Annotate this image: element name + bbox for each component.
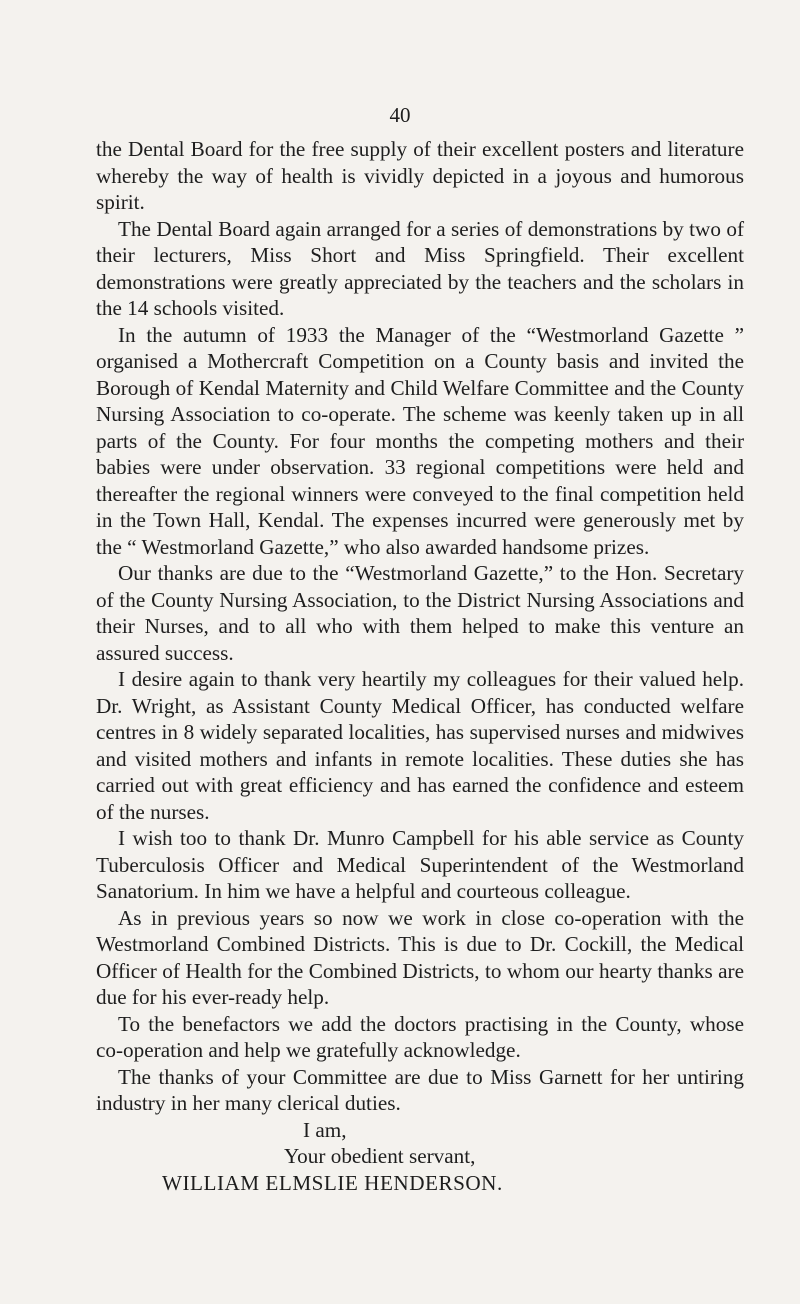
paragraph-3: In the autumn of 1933 the Manager of the “Westmorland Gazette ” organised a Mothercraft Competition on a County basis and invited the Borough of Kendal Maternity and Child Welfare Committee and the County Nursing Association to co-operate. The scheme was keenly taken up in all parts of the County. For four months the competing mothers and their babies were under observation. 33 regional competitions were held and thereafter the regional winners were conveyed to the final competition held in the Town Hall, Kendal. The expenses incurred were generously met by the “ Westmorland Gazette,” who also awarded handsome prizes.: [96, 322, 744, 559]
paragraph-7: As in previous years so now we work in close co-operation with the Westmorland Combined Districts. This is due to Dr. Cockill, the Medical Officer of Health for the Combined Districts, to whom our hearty thanks are due for his ever-ready help.: [96, 905, 744, 1009]
signoff-i-am: I am,: [303, 1117, 347, 1142]
paragraph-8: To the benefactors we add the doctors practising in the County, whose co-operation and help we gratefully acknowledge.: [96, 1011, 744, 1062]
page-number: 40: [389, 103, 411, 127]
signatory-name: WILLIAM ELMSLIE HENDERSON.: [162, 1170, 503, 1195]
paragraph-6: I wish too to thank Dr. Munro Campbell for his able service as County Tuberculosis Officer and Medical Superintendent of the Westmorland Sanatorium. In him we have a helpful and courteous colleague.: [96, 826, 744, 903]
paragraph-2: The Dental Board again arranged for a series of demonstrations by two of their lecturers, Miss Short and Miss Springfield. Their excellent demonstrations were greatly appreciated by the teachers and the scholars in the 14 schools visited.: [96, 216, 744, 320]
paragraph-1: the Dental Board for the free supply of their excellent posters and literature whereby the way of health is vividly depicted in a joyous and humorous spirit.: [96, 137, 744, 214]
signoff: [96, 1117, 744, 1197]
paragraph-4: Our thanks are due to the “Westmorland Gazette,” to the Hon. Secretary of the County Nursing Association, to the District Nursing Associations and their Nurses, and to all who with them helped to make this venture an assured success.: [96, 561, 744, 665]
signoff-servant: Your obedient servant,: [284, 1144, 476, 1168]
letter-body: [96, 136, 744, 1196]
paragraph-5: I desire again to thank very heartily my colleagues for their valued help. Dr. Wright, as Assistant County Medical Officer, has conducted welfare centres in 8 widely separated localities, has supervised nurses and midwives and visited mothers and infants in remote localities. These duties she has carried out with great efficiency and has earned the confidence and esteem of the nurses.: [96, 667, 744, 824]
paragraph-9: The thanks of your Committee are due to Miss Garnett for her untiring industry in her many clerical duties.: [96, 1064, 744, 1115]
